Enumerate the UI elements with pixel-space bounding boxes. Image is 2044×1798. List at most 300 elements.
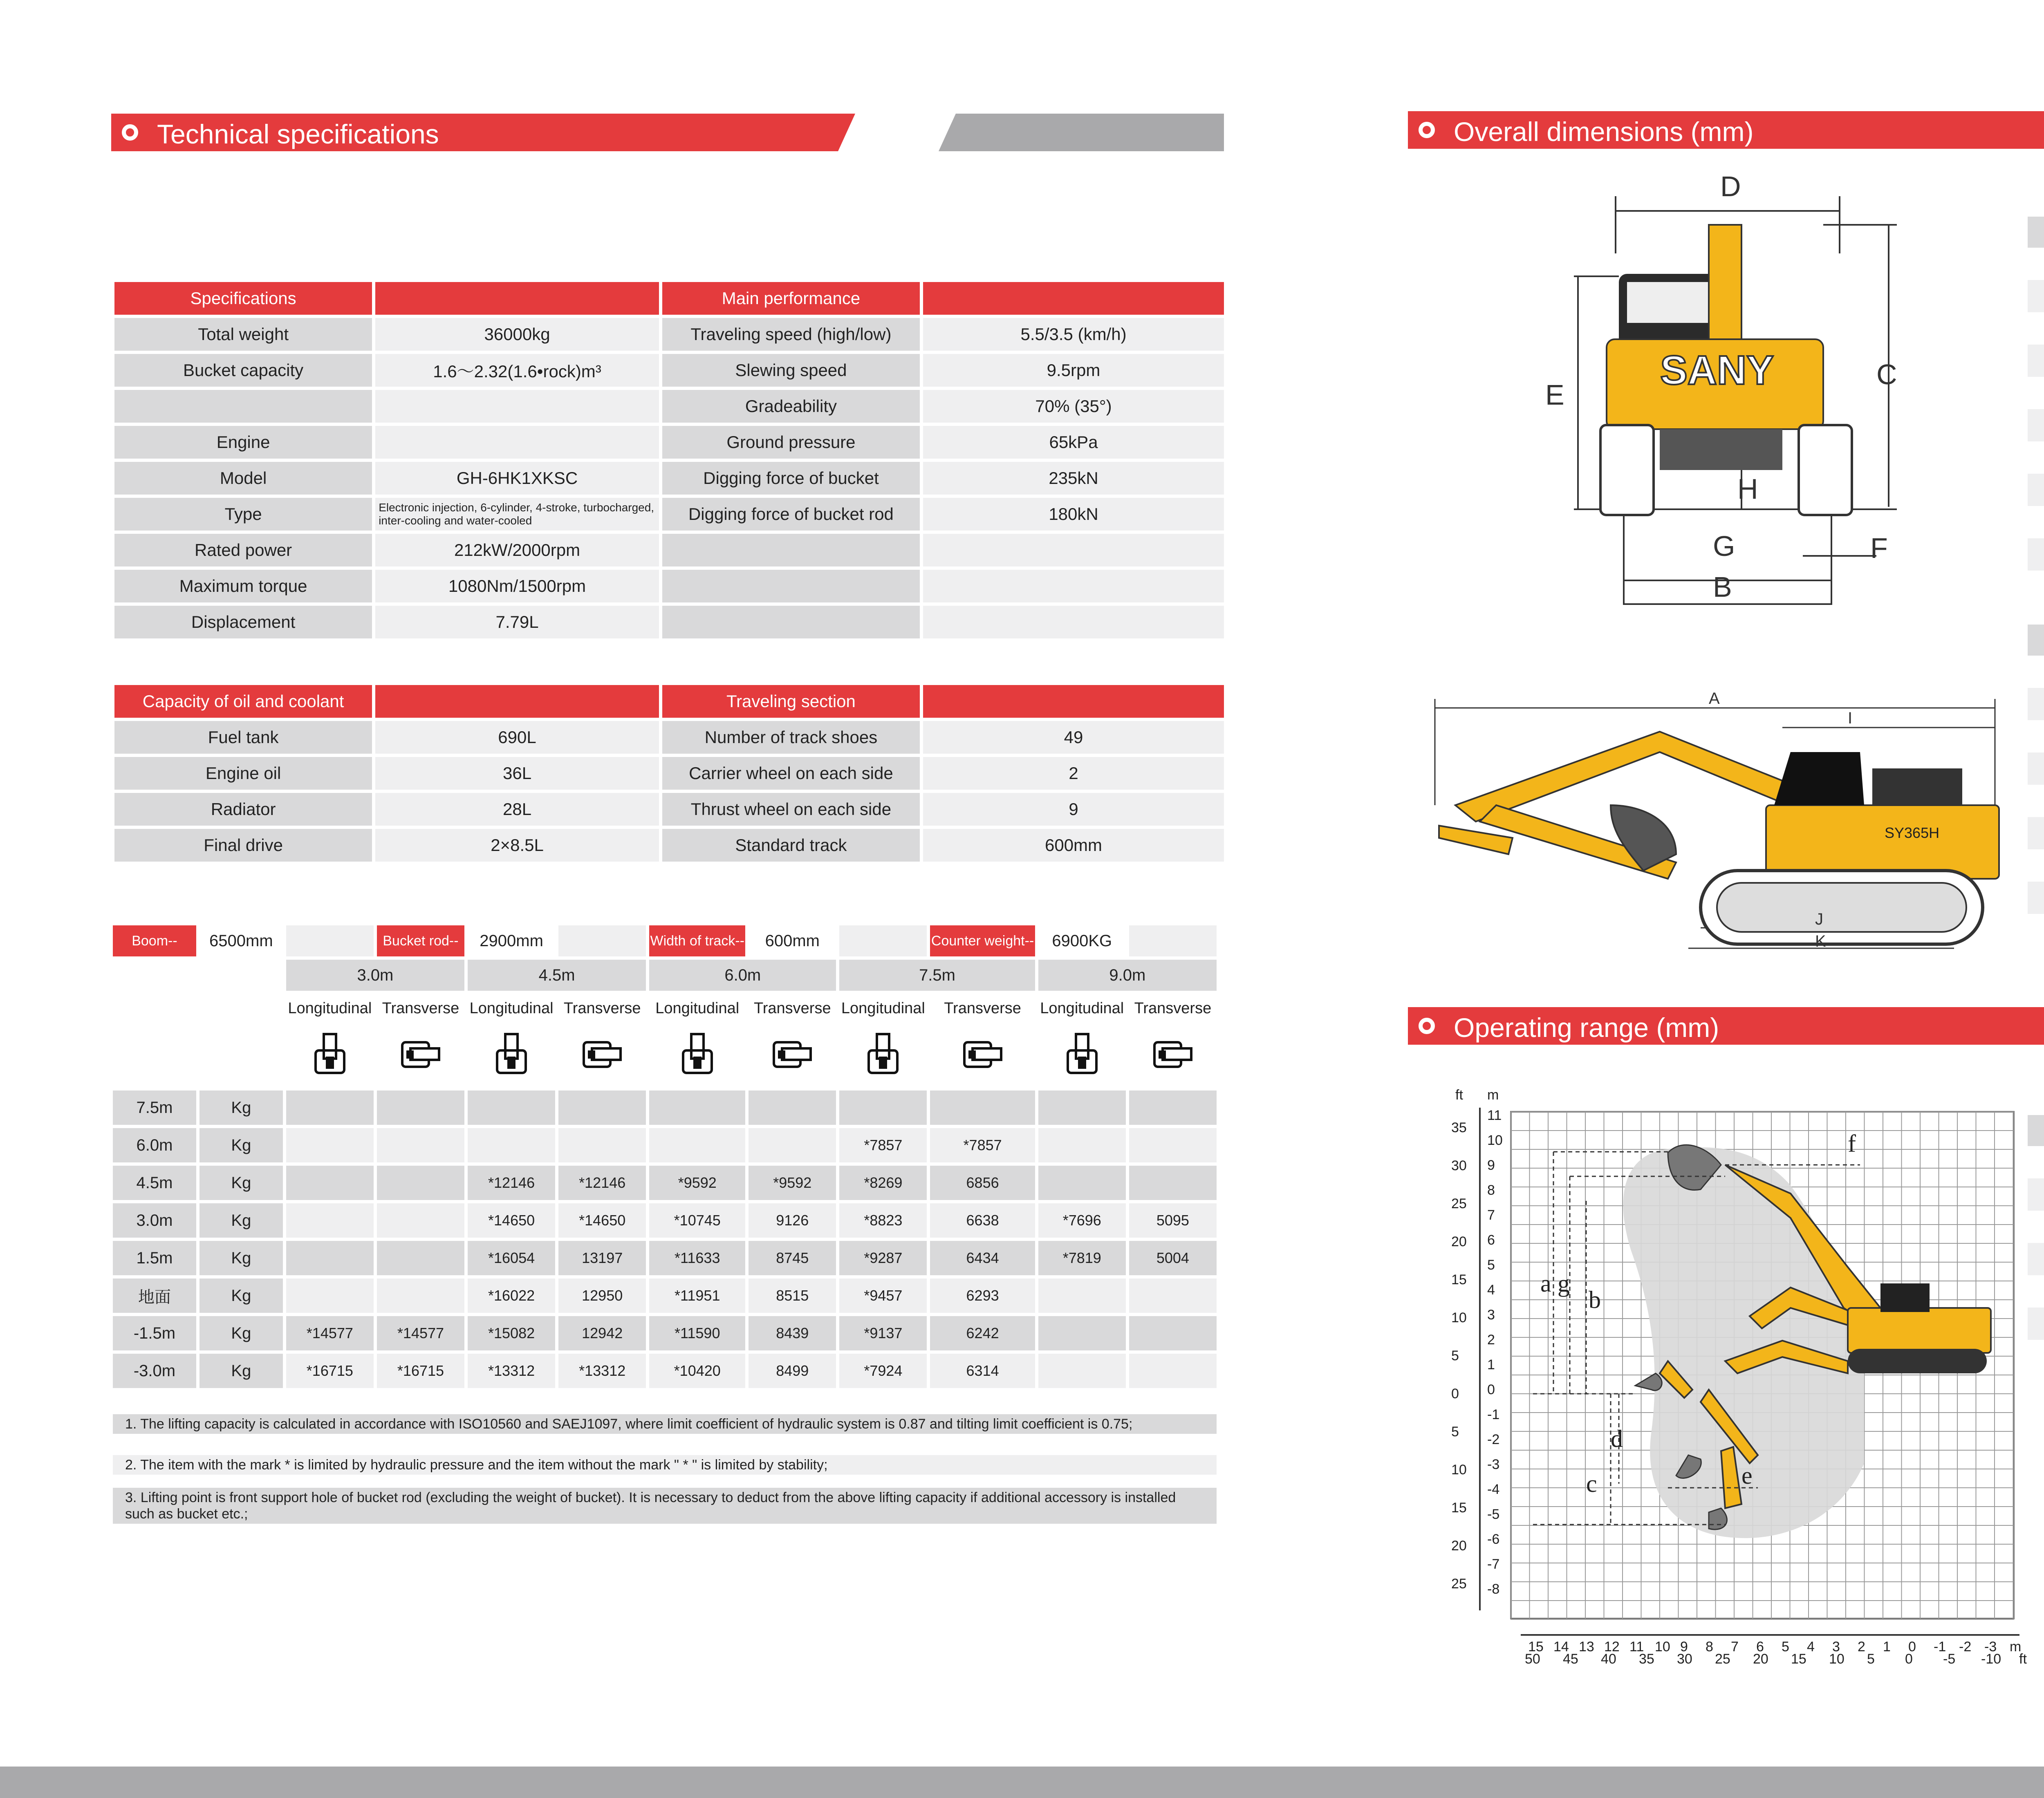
capacity-cell (286, 1203, 374, 1238)
dimension-label: K (1815, 932, 1826, 950)
table-cell: 5.5/3.5 (km/h) (923, 318, 1224, 351)
axis-unit-ft: ft (1455, 1087, 1463, 1103)
bottom-m-tick: 7 (1731, 1639, 1739, 1655)
lifting-capacity-table (110, 922, 1220, 1391)
table-cell: 28L (375, 793, 659, 826)
capacity-cell (286, 1241, 374, 1275)
ft-tick: 15 (1451, 1500, 1467, 1516)
capacity-cell: 6856 (930, 1166, 1035, 1200)
ft-tick: 35 (1451, 1120, 1467, 1135)
longitudinal-excavator-icon (286, 1026, 374, 1087)
capacity-cell: *10420 (649, 1354, 745, 1388)
range-label: e (1741, 1462, 1753, 1489)
list-row (2028, 688, 2044, 720)
capacity-cell (468, 1090, 555, 1125)
list-row (2028, 1146, 2044, 1178)
bottom-ft-tick: 45 (1563, 1651, 1578, 1667)
capacity-cell (286, 1166, 374, 1200)
ft-tick: 30 (1451, 1158, 1467, 1173)
capacity-cell: 8499 (749, 1354, 836, 1388)
config-cell (839, 925, 927, 956)
list-row (2028, 1340, 2044, 1372)
capacity-cell (930, 1090, 1035, 1125)
table-row (114, 793, 1224, 826)
config-cell: Width of track-- (649, 925, 745, 956)
table-header-cell: Main performance (662, 282, 920, 315)
capacity-table (111, 682, 1227, 865)
blank-cell (113, 960, 196, 991)
unit-cell: Kg (199, 1090, 283, 1125)
capacity-cell (839, 1090, 927, 1125)
capacity-cell (286, 1128, 374, 1162)
longitudinal-excavator-icon (1038, 1026, 1126, 1087)
lift-data-row (113, 1090, 1217, 1125)
unit-cell: Kg (199, 1316, 283, 1350)
radius-header: 7.5m (839, 960, 1035, 991)
table-row (114, 498, 1224, 531)
capacity-cell (377, 1166, 464, 1200)
section-title: Technical specifications (157, 119, 439, 149)
table-cell: Number of track shoes (662, 721, 920, 754)
blank-cell (199, 960, 283, 991)
dimension-label: A (1709, 690, 1720, 708)
table-cell: Ground pressure (662, 426, 920, 459)
table-cell: 36000kg (375, 318, 659, 351)
capacity-cell: *9592 (749, 1166, 836, 1200)
table-cell: 36L (375, 757, 659, 790)
table-cell: 9 (923, 793, 1224, 826)
capacity-cell: *7696 (1038, 1203, 1126, 1238)
list-row (2028, 571, 2044, 603)
list-row (2028, 1178, 2044, 1211)
table-cell: Slewing speed (662, 354, 920, 387)
capacity-cell: *14650 (468, 1203, 555, 1238)
capacity-cell (558, 1128, 646, 1162)
unit-cell: Kg (199, 1241, 283, 1275)
capacity-cell: *14650 (558, 1203, 646, 1238)
table-cell: 600mm (923, 829, 1224, 862)
dimension-label: G (1713, 530, 1735, 562)
table-cell: 1080Nm/1500rpm (375, 570, 659, 602)
table-header-cell: Capacity of oil and coolant (114, 685, 372, 718)
transverse-excavator-icon (377, 1026, 464, 1087)
direction-label: Longitudinal (468, 994, 555, 1023)
operating-range-diagram (1439, 1079, 2036, 1668)
bottom-ft-tick: 25 (1715, 1651, 1730, 1667)
table-row (114, 721, 1224, 754)
m-tick: -6 (1487, 1532, 1500, 1547)
footer-bar (0, 1767, 2044, 1798)
list-row (2028, 817, 2044, 849)
capacity-cell: 12950 (558, 1279, 646, 1313)
list-row (2028, 752, 2044, 785)
table-cell: 180kN (923, 498, 1224, 531)
table-header-cell: Traveling section (662, 685, 920, 718)
capacity-cell: *11633 (649, 1241, 745, 1275)
capacity-cell (1038, 1354, 1126, 1388)
bottom-m-tick: 6 (1756, 1639, 1764, 1655)
height-cell: 6.0m (113, 1128, 196, 1162)
bottom-m-tick: 4 (1807, 1639, 1815, 1655)
capacity-cell: 6314 (930, 1354, 1035, 1388)
config-cell: 6500mm (199, 925, 283, 956)
range-label: a (1540, 1270, 1551, 1297)
bottom-ft-tick: 0 (1905, 1651, 1913, 1667)
capacity-cell (377, 1241, 464, 1275)
lifting-note: 1. The lifting capacity is calculated in accordance with ISO10560 and SAEJ1097, where limit coefficient of hydraulic system is 0.87 and tilting limit coefficient is 0.75; (113, 1414, 1217, 1434)
direction-label: Transverse (1129, 994, 1217, 1023)
table-cell: Engine (114, 426, 372, 459)
list-row (2028, 882, 2044, 914)
longitudinal-excavator-icon (649, 1026, 745, 1087)
capacity-cell (377, 1128, 464, 1162)
dimension-label: F (1870, 532, 1888, 564)
transverse-excavator-icon (749, 1026, 836, 1087)
capacity-cell (558, 1090, 646, 1125)
direction-label: Transverse (558, 994, 646, 1023)
lifting-note: 2. The item with the mark * is limited by hydraulic pressure and the item without the mark " * " is limited by stability; (113, 1455, 1217, 1475)
capacity-cell: 12942 (558, 1316, 646, 1350)
table-cell: Engine oil (114, 757, 372, 790)
capacity-cell: *11590 (649, 1316, 745, 1350)
table-header-cell (375, 282, 659, 315)
capacity-cell: *7857 (839, 1128, 927, 1162)
capacity-cell (1038, 1279, 1126, 1313)
ft-tick: 20 (1451, 1234, 1467, 1249)
table-cell: 2×8.5L (375, 829, 659, 862)
table-cell: 212kW/2000rpm (375, 534, 659, 566)
table-row (114, 354, 1224, 387)
capacity-cell: 13197 (558, 1241, 646, 1275)
config-cell (558, 925, 646, 956)
list-row (2028, 785, 2044, 817)
longitudinal-excavator-icon (468, 1026, 555, 1087)
capacity-cell: *13312 (558, 1354, 646, 1388)
direction-label: Transverse (749, 994, 836, 1023)
capacity-cell: *8269 (839, 1166, 927, 1200)
dimension-label: I (1848, 709, 1853, 727)
capacity-cell: *12146 (468, 1166, 555, 1200)
ft-tick: 20 (1451, 1538, 1467, 1554)
capacity-cell: *16054 (468, 1241, 555, 1275)
model-plate: SY365H (1885, 824, 1940, 841)
bullet-icon (122, 124, 138, 141)
dimension-label: E (1545, 379, 1564, 411)
table-cell: 1.6～2.32(1.6•rock)m³ (375, 354, 659, 387)
config-cell: 600mm (749, 925, 836, 956)
list-header (2028, 217, 2044, 248)
radius-header: 3.0m (286, 960, 464, 991)
table-header-cell: Specifications (114, 282, 372, 315)
transverse-excavator-icon (558, 1026, 646, 1087)
capacity-cell (1129, 1279, 1217, 1313)
ft-tick: 5 (1451, 1424, 1459, 1440)
height-cell: 1.5m (113, 1241, 196, 1275)
capacity-cell: *15082 (468, 1316, 555, 1350)
range-label: g (1558, 1270, 1570, 1297)
ft-tick: 0 (1451, 1386, 1459, 1402)
capacity-cell (377, 1279, 464, 1313)
capacity-cell: 9126 (749, 1203, 836, 1238)
range-label: c (1586, 1470, 1597, 1497)
sany-logo: SANY (1660, 347, 1774, 393)
capacity-cell (286, 1279, 374, 1313)
capacity-cell (1129, 1166, 1217, 1200)
transverse-excavator-icon (1129, 1026, 1217, 1087)
bottom-ft-tick: 40 (1601, 1651, 1616, 1667)
table-row (114, 534, 1224, 566)
bottom-ft-tick: ft (2019, 1651, 2027, 1667)
bottom-m-tick: -3 (1984, 1639, 1997, 1655)
direction-label: Transverse (377, 994, 464, 1023)
radius-row (113, 960, 1217, 991)
capacity-cell: *8823 (839, 1203, 927, 1238)
table-cell (923, 606, 1224, 638)
ft-tick: 10 (1451, 1462, 1467, 1478)
height-cell: 3.0m (113, 1203, 196, 1238)
m-tick: 1 (1487, 1357, 1495, 1373)
overall-dimensions-list (2028, 217, 2044, 603)
bottom-m-tick: -1 (1934, 1639, 1946, 1655)
height-cell: 地面 (113, 1279, 196, 1313)
capacity-cell (468, 1128, 555, 1162)
capacity-cell: *7924 (839, 1354, 927, 1388)
lift-data-row (113, 1128, 1217, 1162)
direction-label: Transverse (930, 994, 1035, 1023)
specifications-table (111, 279, 1227, 642)
bottom-ft-tick: -10 (1981, 1651, 2001, 1667)
table-row (114, 757, 1224, 790)
table-cell: 65kPa (923, 426, 1224, 459)
table-header-cell (923, 685, 1224, 718)
m-tick: -8 (1487, 1581, 1500, 1597)
table-row (114, 829, 1224, 862)
capacity-cell: *9137 (839, 1316, 927, 1350)
table-cell: Bucket capacity (114, 354, 372, 387)
bottom-ft-tick: 50 (1525, 1651, 1540, 1667)
capacity-cell (649, 1090, 745, 1125)
capacity-cell: 6242 (930, 1316, 1035, 1350)
capacity-cell: *14577 (286, 1316, 374, 1350)
longitudinal-excavator-icon (839, 1026, 927, 1087)
bottom-m-tick: 3 (1832, 1639, 1840, 1655)
blank-cell (113, 1026, 196, 1087)
config-cell (1129, 925, 1217, 956)
radius-header: 4.5m (468, 960, 646, 991)
lift-data-row (113, 1316, 1217, 1350)
bottom-ft-tick: 10 (1829, 1651, 1845, 1667)
capacity-cell: *16715 (377, 1354, 464, 1388)
table-cell: Carrier wheel on each side (662, 757, 920, 790)
capacity-cell (1038, 1090, 1126, 1125)
table-cell (662, 606, 920, 638)
lift-data-row (113, 1354, 1217, 1388)
list-row (2028, 312, 2044, 345)
table-row (114, 606, 1224, 638)
unit-cell: Kg (199, 1128, 283, 1162)
config-cell: Bucket rod-- (377, 925, 464, 956)
capacity-cell: 6638 (930, 1203, 1035, 1238)
performance-parameters-list (2028, 625, 2044, 946)
bottom-ft-tick: 30 (1677, 1651, 1692, 1667)
tech-spec-header (111, 114, 1224, 151)
table-header-cell (375, 685, 659, 718)
capacity-cell (1038, 1128, 1126, 1162)
table-cell: Thrust wheel on each side (662, 793, 920, 826)
table-cell (923, 570, 1224, 602)
m-tick: 8 (1487, 1182, 1495, 1198)
table-cell: Electronic injection, 6-cylinder, 4-stroke, turbocharged, inter-cooling and water-cooled (375, 498, 659, 531)
front-view-drawing (1537, 172, 1913, 629)
capacity-cell (377, 1203, 464, 1238)
list-row (2028, 849, 2044, 882)
m-tick: 2 (1487, 1332, 1495, 1348)
table-cell: 49 (923, 721, 1224, 754)
list-row (2028, 1308, 2044, 1340)
dimension-label: H (1737, 473, 1758, 505)
unit-cell: Kg (199, 1203, 283, 1238)
lift-data-row (113, 1203, 1217, 1238)
dimension-label: B (1713, 571, 1732, 603)
list-row (2028, 914, 2044, 946)
table-cell (375, 426, 659, 459)
table-cell: GH-6HK1XKSC (375, 462, 659, 495)
config-cell (286, 925, 374, 956)
m-tick: -2 (1487, 1432, 1500, 1447)
ft-tick: 5 (1451, 1348, 1459, 1364)
bottom-m-tick: 0 (1908, 1639, 1916, 1655)
m-tick: 5 (1487, 1257, 1495, 1273)
bottom-m-tick: 15 (1528, 1639, 1544, 1655)
bottom-m-tick: 2 (1858, 1639, 1865, 1655)
m-tick: 10 (1487, 1133, 1503, 1148)
table-cell (662, 534, 920, 566)
m-tick: 6 (1487, 1232, 1495, 1248)
operating-range-header (1408, 1007, 2044, 1045)
operating-range-list (2028, 1115, 2044, 1372)
table-cell: 235kN (923, 462, 1224, 495)
table-cell: Total weight (114, 318, 372, 351)
direction-label: Longitudinal (1038, 994, 1126, 1023)
config-cell: 6900KG (1038, 925, 1126, 956)
m-tick: 11 (1487, 1108, 1502, 1123)
config-cell: 2900mm (468, 925, 555, 956)
lift-data-row (113, 1279, 1217, 1313)
capacity-cell: *9592 (649, 1166, 745, 1200)
capacity-cell: 6293 (930, 1279, 1035, 1313)
bottom-m-tick: -2 (1959, 1639, 1972, 1655)
side-view-drawing (1431, 683, 2003, 961)
capacity-cell: 5004 (1129, 1241, 1217, 1275)
blank-cell (113, 994, 196, 1023)
axis-unit-m: m (1487, 1087, 1499, 1103)
list-row (2028, 506, 2044, 538)
capacity-cell (1129, 1090, 1217, 1125)
capacity-cell (286, 1090, 374, 1125)
config-cell: Counter weight-- (930, 925, 1035, 956)
ft-tick: 10 (1451, 1310, 1467, 1326)
table-cell: Displacement (114, 606, 372, 638)
bottom-m-tick: 9 (1680, 1639, 1688, 1655)
capacity-cell: *16715 (286, 1354, 374, 1388)
table-cell: Digging force of bucket (662, 462, 920, 495)
capacity-cell: 8439 (749, 1316, 836, 1350)
blank-cell (199, 1026, 283, 1087)
unit-cell: Kg (199, 1354, 283, 1388)
m-tick: -7 (1487, 1556, 1500, 1572)
capacity-cell: *12146 (558, 1166, 646, 1200)
table-row (114, 390, 1224, 423)
height-cell: -1.5m (113, 1316, 196, 1350)
bottom-m-tick: 14 (1553, 1639, 1569, 1655)
bottom-m-tick: 8 (1706, 1639, 1713, 1655)
bottom-ft-tick: 5 (1867, 1651, 1875, 1667)
bottom-ft-tick: 20 (1753, 1651, 1768, 1667)
table-cell: Model (114, 462, 372, 495)
config-cell: Boom-- (113, 925, 196, 956)
capacity-cell (1038, 1166, 1126, 1200)
list-row (2028, 1275, 2044, 1308)
lift-data-row (113, 1166, 1217, 1200)
bottom-ft-tick: -5 (1943, 1651, 1956, 1667)
lift-data-row (113, 1241, 1217, 1275)
list-row (2028, 538, 2044, 571)
unit-cell: Kg (199, 1279, 283, 1313)
list-header (2028, 1115, 2044, 1146)
transverse-excavator-icon (930, 1026, 1035, 1087)
bullet-icon (1419, 122, 1435, 138)
table-cell: 70% (35°) (923, 390, 1224, 423)
capacity-cell (377, 1090, 464, 1125)
bottom-ft-tick: 15 (1791, 1651, 1806, 1667)
table-cell: Gradeability (662, 390, 920, 423)
bottom-m-tick: 1 (1883, 1639, 1891, 1655)
capacity-cell: 8515 (749, 1279, 836, 1313)
table-cell: Standard track (662, 829, 920, 862)
list-row (2028, 409, 2044, 441)
table-cell: Rated power (114, 534, 372, 566)
capacity-cell (749, 1128, 836, 1162)
direction-label: Longitudinal (286, 994, 374, 1023)
table-cell: 2 (923, 757, 1224, 790)
m-tick: -5 (1487, 1507, 1500, 1522)
capacity-cell: *16022 (468, 1279, 555, 1313)
bottom-m-tick: 12 (1604, 1639, 1620, 1655)
table-cell: 9.5rpm (923, 354, 1224, 387)
section-title: Overall dimensions (mm) (1454, 116, 1754, 147)
m-tick: -3 (1487, 1457, 1500, 1472)
capacity-cell: *14577 (377, 1316, 464, 1350)
capacity-cell: *7857 (930, 1128, 1035, 1162)
capacity-cell (749, 1090, 836, 1125)
icon-row (113, 1026, 1217, 1087)
unit-cell: Kg (199, 1166, 283, 1200)
table-cell: Traveling speed (high/low) (662, 318, 920, 351)
radius-header: 6.0m (649, 960, 836, 991)
list-row (2028, 656, 2044, 688)
table-cell: Final drive (114, 829, 372, 862)
table-cell (375, 390, 659, 423)
height-cell: 7.5m (113, 1090, 196, 1125)
bottom-m-tick: m (2010, 1639, 2022, 1655)
blank-cell (199, 994, 283, 1023)
bottom-m-tick: 11 (1629, 1639, 1644, 1655)
direction-label: Longitudinal (839, 994, 927, 1023)
table-cell: Fuel tank (114, 721, 372, 754)
capacity-cell (1129, 1316, 1217, 1350)
ft-tick: 25 (1451, 1196, 1467, 1211)
table-cell: Digging force of bucket rod (662, 498, 920, 531)
